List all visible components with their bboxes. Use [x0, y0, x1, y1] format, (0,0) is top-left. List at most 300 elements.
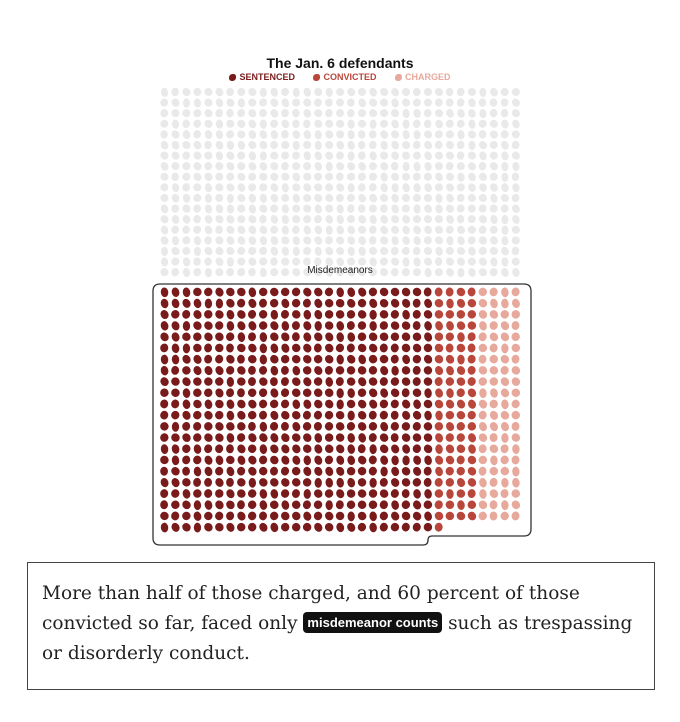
waffle-dot-other	[500, 98, 508, 107]
waffle-dot-other	[401, 235, 411, 246]
waffle-dot-other	[335, 150, 345, 160]
waffle-dot-sentenced	[400, 499, 411, 510]
waffle-dot-sentenced	[193, 444, 202, 455]
waffle-dot-other	[478, 130, 486, 139]
waffle-dot-other	[466, 86, 477, 97]
waffle-dot-other	[324, 129, 335, 140]
waffle-dot-sentenced	[182, 399, 192, 410]
waffle-dot-other	[500, 203, 510, 213]
waffle-dot-other	[401, 203, 412, 214]
waffle-dot-sentenced	[214, 499, 226, 511]
waffle-dot-other	[160, 225, 170, 236]
waffle-dot-other	[236, 129, 247, 140]
waffle-dot-other	[302, 235, 313, 246]
waffle-dot-convicted	[467, 443, 477, 454]
waffle-dot-other	[324, 98, 333, 108]
waffle-dot-other	[391, 98, 400, 108]
waffle-dot-sentenced	[391, 366, 399, 376]
waffle-dot-sentenced	[279, 521, 291, 533]
waffle-dot-sentenced	[356, 465, 368, 477]
waffle-dot-other	[181, 214, 191, 225]
waffle-dot-other	[324, 182, 335, 193]
waffle-dot-sentenced	[236, 455, 246, 466]
waffle-dot-sentenced	[191, 376, 203, 388]
waffle-dot-other	[214, 161, 225, 172]
waffle-dot-charged	[510, 309, 522, 321]
waffle-dot-charged	[489, 343, 499, 353]
waffle-dot-other	[488, 140, 499, 151]
waffle-dot-other	[292, 225, 300, 234]
waffle-dot-sentenced	[335, 522, 345, 533]
waffle-dot-other	[204, 236, 212, 245]
waffle-dot-sentenced	[224, 286, 236, 298]
waffle-dot-sentenced	[345, 297, 357, 309]
waffle-dot-other	[400, 150, 411, 161]
waffle-dot-convicted	[434, 287, 442, 296]
waffle-dot-sentenced	[313, 421, 323, 431]
waffle-dot-sentenced	[367, 365, 378, 376]
waffle-dot-sentenced	[302, 376, 313, 388]
waffle-dot-sentenced	[346, 521, 357, 533]
waffle-dot-sentenced	[303, 489, 311, 499]
waffle-dot-other	[225, 150, 236, 161]
waffle-dot-other	[161, 247, 169, 257]
waffle-dot-sentenced	[226, 478, 234, 487]
waffle-dot-convicted	[444, 432, 455, 443]
misdemeanor-counts-highlight: misdemeanor counts	[303, 612, 442, 633]
waffle-dot-other	[182, 119, 191, 128]
waffle-dot-sentenced	[356, 488, 368, 500]
waffle-dot-other	[192, 161, 203, 172]
waffle-dot-sentenced	[280, 331, 292, 343]
waffle-dot-sentenced	[356, 308, 368, 320]
waffle-dot-sentenced	[268, 454, 280, 466]
waffle-dot-other	[171, 204, 180, 214]
waffle-dot-other	[433, 86, 444, 97]
waffle-dot-sentenced	[369, 310, 377, 320]
waffle-dot-other	[204, 129, 214, 140]
waffle-dot-other	[182, 129, 192, 140]
waffle-dot-other	[203, 214, 213, 225]
waffle-dot-other	[433, 214, 444, 225]
waffle-dot-sentenced	[324, 421, 335, 432]
waffle-dot-sentenced	[400, 376, 412, 388]
waffle-dot-other	[280, 235, 291, 246]
waffle-dot-other	[301, 192, 312, 203]
waffle-dot-sentenced	[356, 342, 368, 354]
waffle-dot-sentenced	[356, 420, 368, 432]
waffle-dot-sentenced	[423, 455, 432, 466]
waffle-dot-other	[181, 171, 191, 182]
waffle-dot-sentenced	[313, 443, 324, 455]
waffle-dot-charged	[511, 287, 521, 297]
waffle-dot-sentenced	[325, 500, 332, 510]
waffle-dot-sentenced	[313, 309, 323, 320]
waffle-dot-other	[413, 130, 421, 140]
waffle-dot-convicted	[446, 287, 454, 296]
waffle-dot-other	[422, 97, 433, 108]
waffle-dot-convicted	[455, 365, 467, 377]
waffle-dot-convicted	[455, 443, 467, 455]
waffle-dot-sentenced	[181, 376, 193, 388]
waffle-dot-sentenced	[412, 454, 422, 465]
waffle-dot-sentenced	[247, 342, 259, 354]
waffle-dot-other	[214, 140, 225, 151]
waffle-dot-charged	[510, 499, 522, 511]
waffle-dot-sentenced	[345, 499, 356, 510]
waffle-dot-other	[335, 182, 346, 193]
waffle-dot-charged	[512, 444, 521, 455]
waffle-dot-sentenced	[269, 398, 280, 409]
waffle-dot-sentenced	[191, 286, 203, 298]
waffle-dot-other	[324, 192, 335, 203]
waffle-dot-sentenced	[281, 422, 290, 432]
waffle-dot-sentenced	[335, 488, 346, 500]
waffle-dot-sentenced	[303, 309, 312, 320]
waffle-dot-sentenced	[356, 331, 367, 342]
waffle-dot-sentenced	[301, 521, 313, 533]
waffle-dot-charged	[479, 355, 487, 364]
waffle-dot-other	[455, 182, 466, 193]
waffle-dot-sentenced	[390, 343, 399, 353]
waffle-dot-sentenced	[237, 355, 245, 364]
waffle-dot-sentenced	[159, 343, 169, 353]
waffle-dot-sentenced	[367, 353, 379, 365]
waffle-dot-other	[292, 193, 301, 204]
waffle-dot-charged	[477, 342, 489, 354]
waffle-dot-sentenced	[192, 331, 204, 343]
waffle-dot-other	[203, 171, 214, 182]
waffle-dot-other	[389, 129, 400, 140]
waffle-dot-other	[247, 129, 257, 140]
waffle-dot-other	[379, 118, 390, 129]
waffle-dot-other	[270, 246, 280, 257]
waffle-dot-other	[269, 171, 280, 182]
waffle-dot-sentenced	[402, 455, 409, 465]
waffle-dot-other	[400, 86, 411, 97]
waffle-dot-sentenced	[270, 488, 279, 499]
waffle-dot-other	[292, 119, 300, 128]
waffle-dot-other	[291, 182, 302, 193]
waffle-dot-other	[280, 108, 290, 118]
waffle-dot-other	[270, 87, 280, 98]
waffle-dot-sentenced	[213, 398, 225, 410]
waffle-dot-other	[215, 151, 224, 161]
waffle-dot-sentenced	[279, 510, 291, 522]
waffle-dot-other	[280, 171, 291, 182]
waffle-dot-other	[444, 203, 455, 214]
waffle-dot-sentenced	[411, 286, 423, 298]
waffle-dot-other	[160, 130, 168, 139]
waffle-dot-sentenced	[411, 354, 422, 365]
waffle-dot-sentenced	[369, 478, 376, 488]
waffle-dot-sentenced	[412, 309, 422, 319]
waffle-dot-other	[312, 118, 323, 129]
waffle-dot-other	[456, 108, 466, 119]
waffle-dot-other	[468, 119, 476, 129]
waffle-dot-sentenced	[269, 387, 280, 399]
waffle-dot-other	[259, 215, 267, 224]
waffle-dot-other	[293, 141, 301, 151]
waffle-dot-charged	[511, 422, 519, 431]
waffle-dot-convicted	[466, 410, 477, 421]
waffle-dot-sentenced	[247, 387, 258, 398]
waffle-dot-other	[170, 245, 181, 256]
waffle-dot-other	[258, 97, 268, 107]
waffle-dot-other	[445, 98, 455, 108]
waffle-dot-sentenced	[257, 286, 268, 297]
waffle-dot-sentenced	[323, 488, 334, 499]
waffle-dot-other	[302, 214, 313, 225]
legend-label-sentenced: SENTENCED	[239, 72, 295, 82]
waffle-dot-convicted	[433, 353, 445, 365]
waffle-dot-convicted	[444, 409, 456, 421]
waffle-dot-other	[269, 182, 279, 193]
waffle-dot-other	[181, 86, 192, 97]
waffle-dot-sentenced	[314, 321, 322, 331]
waffle-dot-sentenced	[257, 432, 269, 444]
waffle-dot-other	[258, 171, 269, 182]
waffle-dot-sentenced	[170, 331, 181, 343]
waffle-dot-other	[335, 108, 346, 119]
waffle-dot-sentenced	[357, 354, 367, 365]
waffle-dot-sentenced	[268, 286, 280, 298]
waffle-dot-other	[269, 119, 279, 129]
waffle-dot-other	[203, 97, 214, 108]
waffle-dot-other	[215, 119, 224, 129]
waffle-dot-sentenced	[411, 331, 423, 343]
waffle-dot-sentenced	[291, 454, 302, 466]
waffle-dot-sentenced	[279, 476, 291, 488]
waffle-dot-other	[293, 247, 300, 257]
waffle-dot-other	[258, 203, 269, 214]
waffle-dot-other	[512, 172, 520, 181]
waffle-dot-convicted	[457, 332, 466, 343]
waffle-dot-sentenced	[159, 399, 169, 409]
waffle-dot-charged	[499, 331, 511, 343]
waffle-dot-other	[478, 182, 489, 193]
waffle-dot-other	[170, 150, 181, 161]
waffle-dot-sentenced	[313, 510, 324, 521]
waffle-dot-other	[259, 235, 268, 246]
waffle-dot-sentenced	[323, 510, 335, 522]
waffle-dot-other	[225, 118, 236, 129]
waffle-dot-sentenced	[411, 387, 423, 399]
waffle-dot-other	[511, 140, 520, 150]
waffle-dot-sentenced	[334, 308, 346, 320]
waffle-dot-other	[313, 224, 323, 235]
waffle-dot-convicted	[445, 365, 455, 376]
waffle-dot-sentenced	[270, 377, 278, 386]
waffle-dot-sentenced	[400, 510, 412, 522]
waffle-dot-sentenced	[268, 353, 280, 365]
waffle-dot-other	[214, 245, 225, 256]
waffle-dot-other	[488, 182, 499, 193]
waffle-dot-other	[159, 235, 170, 246]
waffle-dot-other	[434, 203, 443, 214]
waffle-dot-other	[214, 214, 225, 225]
waffle-dot-charged	[479, 467, 487, 476]
waffle-dot-charged	[488, 488, 500, 500]
waffle-dot-convicted	[444, 454, 456, 466]
waffle-dot-sentenced	[334, 510, 346, 522]
waffle-dot-other	[346, 193, 356, 203]
waffle-dot-sentenced	[401, 409, 412, 421]
waffle-dot-sentenced	[170, 309, 181, 320]
waffle-dot-sentenced	[334, 365, 345, 377]
waffle-dot-sentenced	[423, 488, 432, 499]
waffle-dot-other	[412, 224, 423, 235]
waffle-dot-other	[236, 108, 246, 118]
waffle-dot-sentenced	[314, 478, 321, 488]
waffle-dot-other	[203, 150, 214, 161]
waffle-dot-convicted	[466, 421, 478, 433]
waffle-dot-other	[214, 108, 224, 118]
waffle-dot-other	[379, 161, 390, 172]
waffle-dot-other	[280, 118, 291, 129]
waffle-dot-other	[369, 140, 378, 149]
waffle-dot-sentenced	[269, 432, 280, 444]
waffle-dot-convicted	[467, 432, 478, 444]
waffle-dot-other	[455, 224, 466, 235]
waffle-dot-sentenced	[323, 398, 335, 410]
waffle-dot-other	[346, 171, 357, 182]
waffle-dot-charged	[501, 399, 509, 409]
waffle-dot-sentenced	[159, 477, 170, 489]
waffle-dot-other	[500, 151, 509, 162]
waffle-dot-other	[466, 161, 477, 172]
waffle-dot-other	[258, 161, 269, 172]
waffle-dot-other	[411, 192, 422, 203]
waffle-dot-other	[215, 225, 223, 234]
waffle-dot-charged	[500, 444, 510, 454]
waffle-dot-convicted	[444, 398, 455, 410]
waffle-dot-other	[192, 119, 202, 129]
waffle-dot-sentenced	[269, 522, 279, 533]
waffle-dot-other	[281, 246, 290, 257]
waffle-dot-charged	[477, 432, 489, 444]
waffle-dot-other	[378, 192, 389, 203]
waffle-dot-sentenced	[280, 454, 291, 466]
waffle-dot-convicted	[434, 466, 444, 477]
waffle-dot-convicted	[433, 421, 445, 433]
waffle-dot-other	[356, 108, 367, 119]
waffle-dot-convicted	[433, 297, 445, 309]
waffle-dot-sentenced	[411, 510, 423, 522]
waffle-dot-sentenced	[160, 467, 168, 476]
waffle-dot-other	[313, 214, 323, 224]
waffle-dot-sentenced	[324, 365, 334, 375]
waffle-dot-sentenced	[323, 432, 335, 444]
waffle-dot-sentenced	[379, 376, 389, 386]
waffle-dot-other	[379, 224, 390, 235]
waffle-dot-sentenced	[214, 354, 224, 364]
waffle-dot-sentenced	[169, 376, 181, 388]
waffle-dot-other	[258, 246, 268, 256]
waffle-dot-other	[456, 119, 466, 129]
waffle-dot-sentenced	[204, 500, 214, 511]
waffle-dot-other	[170, 193, 180, 204]
callout-text-before: More than half of those charged, and 60 percent of those convicted so far, faced only	[42, 583, 580, 634]
waffle-dot-sentenced	[193, 298, 203, 309]
waffle-dot-charged	[490, 455, 498, 465]
waffle-dot-other	[226, 140, 235, 151]
waffle-dot-other	[203, 245, 214, 256]
waffle-dot-charged	[478, 331, 488, 342]
waffle-dot-other	[478, 151, 487, 162]
waffle-dot-convicted	[455, 466, 466, 477]
waffle-dot-sentenced	[323, 387, 335, 399]
waffle-dot-charged	[499, 309, 511, 321]
waffle-dot-charged	[511, 298, 522, 310]
waffle-dot-other	[225, 235, 236, 246]
waffle-dot-sentenced	[170, 465, 182, 477]
waffle-dot-sentenced	[182, 488, 192, 499]
waffle-dot-sentenced	[235, 398, 247, 410]
waffle-dot-other	[466, 192, 477, 203]
waffle-dot-convicted	[444, 353, 456, 365]
waffle-dot-charged	[478, 444, 488, 454]
waffle-dot-other	[489, 214, 498, 225]
waffle-dot-other	[247, 86, 258, 97]
waffle-dot-charged	[489, 287, 499, 298]
waffle-dot-other	[214, 182, 225, 193]
waffle-dot-sentenced	[247, 465, 259, 477]
waffle-dot-other	[412, 87, 421, 97]
waffle-dot-sentenced	[279, 432, 291, 444]
waffle-dot-sentenced	[401, 443, 411, 454]
waffle-dot-convicted	[466, 454, 478, 466]
waffle-dot-other	[489, 203, 499, 214]
waffle-dot-sentenced	[213, 331, 225, 343]
waffle-dot-sentenced	[159, 489, 168, 499]
waffle-dot-sentenced	[258, 309, 269, 320]
waffle-dot-other	[456, 140, 465, 149]
waffle-dot-sentenced	[347, 511, 355, 521]
waffle-dot-sentenced	[378, 286, 390, 298]
waffle-dot-sentenced	[280, 309, 289, 319]
waffle-dot-other	[324, 171, 335, 182]
waffle-dot-sentenced	[334, 443, 346, 455]
waffle-dot-other	[334, 245, 345, 256]
waffle-dot-sentenced	[334, 297, 346, 309]
waffle-dot-sentenced	[380, 467, 387, 477]
waffle-dot-charged	[477, 510, 488, 521]
waffle-dot-other	[314, 130, 322, 140]
waffle-dot-sentenced	[390, 466, 400, 477]
waffle-dot-other	[170, 161, 181, 172]
waffle-dot-convicted	[466, 476, 478, 488]
waffle-dot-sentenced	[400, 364, 412, 376]
waffle-dot-sentenced	[280, 466, 290, 477]
waffle-dot-sentenced	[225, 353, 237, 365]
waffle-dot-other	[466, 214, 477, 225]
waffle-dot-sentenced	[203, 309, 214, 320]
waffle-dot-sentenced	[214, 365, 225, 377]
waffle-dot-convicted	[433, 454, 444, 466]
waffle-dot-sentenced	[248, 422, 256, 431]
waffle-dot-sentenced	[192, 488, 204, 500]
waffle-dot-other	[302, 161, 313, 172]
waffle-dot-convicted	[433, 342, 445, 354]
waffle-dot-sentenced	[378, 331, 390, 343]
waffle-dot-sentenced	[192, 409, 203, 420]
waffle-dot-other	[258, 129, 268, 140]
waffle-dot-sentenced	[268, 476, 280, 488]
waffle-dot-sentenced	[368, 410, 377, 420]
waffle-dot-other	[260, 88, 268, 98]
waffle-dot-other	[368, 161, 379, 172]
